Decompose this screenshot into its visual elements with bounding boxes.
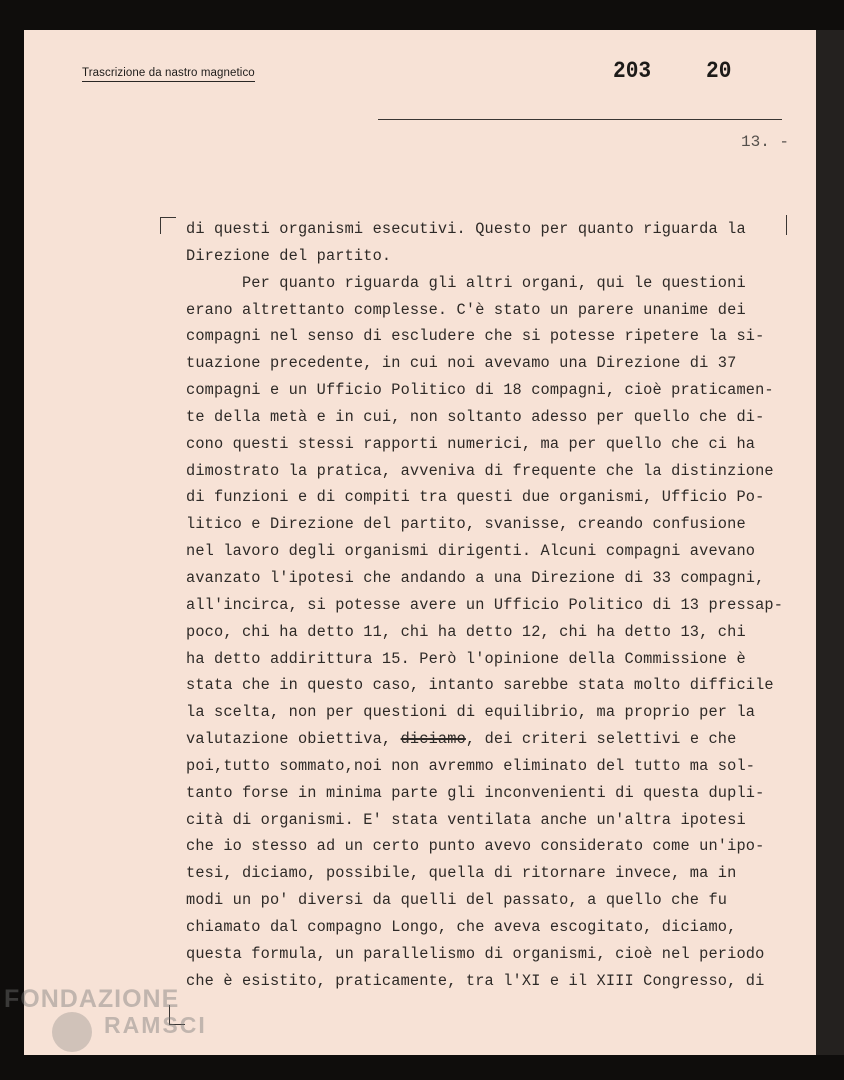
margin-bracket-top-left [160, 217, 176, 234]
line-text: stata che in questo caso, intanto sarebbe stata molto difficile [186, 676, 774, 695]
transcript-line [186, 377, 806, 404]
line-text: modi un po' diversi da quelli del passato, a quello che fu [186, 891, 728, 910]
transcript-line [186, 914, 806, 941]
line-text: tesi, diciamo, possibile, quella di ritornare invece, ma in [186, 864, 737, 883]
transcript-line [186, 753, 806, 780]
line-text: erano altrettanto complesse. C'è stato un parere unanime dei [186, 300, 746, 319]
line-text: di questi organismi esecutivi. Questo per quanto riguarda la [186, 220, 746, 238]
line-text: che è esistito, praticamente, tra l'XI e il XIII Congresso, di [186, 971, 765, 990]
transcript-line [186, 484, 806, 511]
transcript-line [186, 726, 806, 753]
transcript-line [186, 941, 806, 968]
document-number-primary: 203 [613, 58, 652, 84]
line-text: che io stesso ad un certo punto avevo considerato come un'ipo- [186, 837, 765, 856]
transcript-line [186, 538, 806, 565]
line-text: compagni nel senso di escludere che si potesse ripetere la si- [186, 327, 765, 346]
transcript-line [186, 646, 806, 673]
transcript-line [186, 860, 806, 887]
transcript-line [186, 780, 806, 807]
transcript-body [186, 216, 806, 994]
line-text: all'incirca, si potesse avere un Ufficio Politico di 13 pressap- [186, 595, 784, 614]
line-text: valutazione obiettiva, [186, 730, 401, 749]
transcript-line [186, 350, 806, 377]
transcript-line [186, 968, 806, 995]
line-text: ha detto addirittura 15. Però l'opinione della Commissione è [186, 649, 746, 668]
watermark-foundation-name-2: RAMSCI [104, 1012, 207, 1038]
document-number-secondary: 20 [706, 58, 732, 84]
struck-out-word: diciamo [400, 730, 466, 749]
watermark-foundation-name: FONDAZIONE [4, 985, 180, 1013]
line-text: di funzioni e di compiti tra questi due organismi, Ufficio Po- [186, 488, 765, 507]
transcript-line [186, 458, 806, 485]
line-text: tuazione precedente, in cui noi avevamo una Direzione di 37 [186, 354, 737, 373]
transcript-line [186, 565, 806, 592]
scan-edge-strip [816, 30, 844, 1055]
watermark-logo-mark [52, 1012, 92, 1052]
transcript-line [186, 672, 806, 699]
page-marker: 13. - [741, 133, 790, 151]
line-text: tanto forse in minima parte gli inconvenienti di questa dupli- [186, 783, 765, 802]
transcript-line [186, 297, 806, 324]
transcript-line [186, 619, 806, 646]
header-rule [378, 119, 782, 120]
transcript-line [186, 592, 806, 619]
transcript-line [186, 216, 806, 243]
transcript-line [186, 323, 806, 350]
transcript-line [186, 511, 806, 538]
line-text: litico e Direzione del partito, svanisse, creando confusione [186, 515, 746, 534]
line-text: avanzato l'ipotesi che andando a una Direzione di 33 compagni, [186, 568, 765, 587]
line-text: chiamato dal compagno Longo, che aveva escogitato, diciamo, [186, 917, 737, 936]
line-text: cità di organismi. E' stata ventilata anche un'altra ipotesi [186, 810, 746, 829]
line-text: dimostrato la pratica, avveniva di frequente che la distinzione [186, 461, 774, 480]
line-text: nel lavoro degli organismi dirigenti. Alcuni compagni avevano [186, 542, 756, 561]
transcript-line [186, 431, 806, 458]
transcript-line [186, 404, 806, 431]
transcript-line [186, 833, 806, 860]
line-text: cono questi stessi rapporti numerici, ma per quello che ci ha [186, 434, 756, 453]
transcript-line [186, 270, 806, 297]
line-text: compagni e un Ufficio Politico di 18 compagni, cioè praticamen- [186, 381, 774, 400]
transcript-line [186, 243, 806, 270]
line-text: Direzione del partito. [186, 246, 392, 265]
line-text: te della metà e in cui, non soltanto adesso per quello che di- [186, 407, 765, 426]
line-text: poi,tutto sommato,noi non avremmo eliminato del tutto ma sol- [186, 756, 756, 775]
line-text: Per quanto riguarda gli altri organi, qui le questioni [186, 273, 746, 292]
line-text-continued: , dei criteri selettivi e che [465, 730, 737, 749]
transcript-line [186, 699, 806, 726]
line-text: poco, chi ha detto 11, chi ha detto 12, chi ha detto 13, chi [186, 622, 746, 641]
transcription-header-label: Trascrizione da nastro magnetico [82, 67, 255, 82]
line-text: la scelta, non per questioni di equilibrio, ma proprio per la [186, 703, 756, 722]
line-text: questa formula, un parallelismo di organismi, cioè nel periodo [186, 944, 765, 963]
transcript-line [186, 807, 806, 834]
transcript-line [186, 887, 806, 914]
